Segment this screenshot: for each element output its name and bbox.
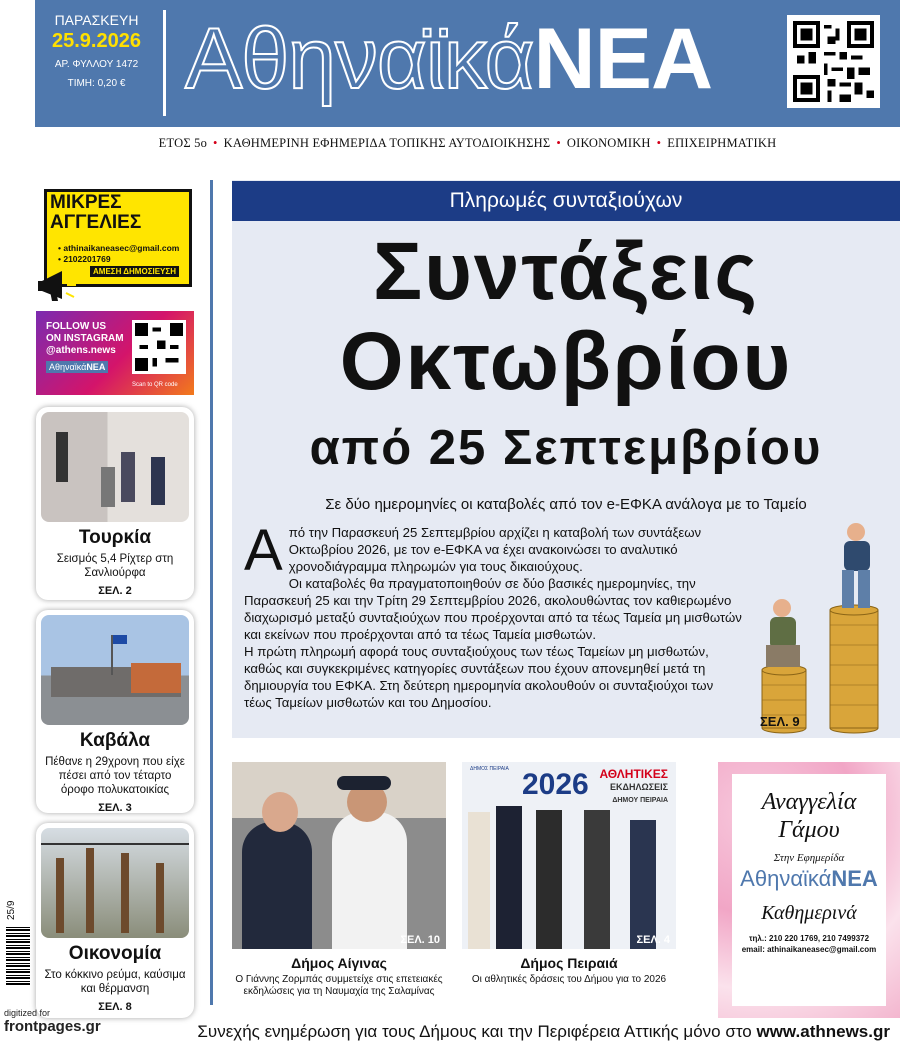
tagline-bullet: • [556, 136, 561, 150]
masthead [35, 0, 900, 127]
instagram-ad[interactable] [36, 311, 194, 395]
drop-cap: Α [244, 518, 283, 583]
sports-event-photo: ΔΗΜΟΣ ΠΕΙΡΑΙΑ 2026 ΑΘΛΗΤΙΚΕΣ ΕΚΔΗΛΩΣΕΙΣ ΔΗΜΟΥ ΠΕΙΡΑΙΑ [462, 762, 676, 949]
instagram-logo: ΑθηναϊκάΝΕΑ [46, 361, 108, 373]
qr-code-icon[interactable] [787, 15, 880, 108]
bottom-card-text: Οι αθλητικές δράσεις του Δήμου για το 2026 [471, 974, 667, 985]
classifieds-phone: • 2102201769 [58, 254, 111, 264]
classifieds-badge: ΑΜΕΣΗ ΔΗΜΟΣΙΕΥΣΗ [90, 266, 179, 277]
wedding-contact: τηλ.: 210 220 1769, 210 7499372 email: athinaikaneasec@gmail.com [741, 934, 877, 954]
side-card-title: Τουρκία [78, 527, 152, 548]
tagline-bullet: • [213, 136, 218, 150]
bottom-card-title: Δήμος Αίγινας [291, 955, 387, 971]
power-station-photo [41, 828, 189, 938]
watermark: digitized for frontpages.gr [4, 1008, 101, 1035]
main-subheadline: Σε δύο ημερομηνίες οι καταβολές από τον e-ΕΦΚΑ ανάλογα με το Ταμείο [325, 496, 807, 513]
tagline-description: ΚΑΘΗΜΕΡΙΝΗ ΕΦΗΜΕΡΙΔΑ ΤΟΠΙΚΗΣ ΑΥΤΟΔΙΟΙΚΗΣΗΣ [223, 136, 551, 150]
issue-number: ΑΡ. ΦΥΛΛΟΥ 1472 [54, 59, 139, 70]
logo-thin-text: Αθηναϊκά [185, 11, 534, 107]
instagram-scan-label: Scan to QR code [132, 382, 178, 388]
bottom-card-title: Δήμος Πειραιά [520, 955, 618, 971]
tagline-bullet: • [656, 136, 662, 150]
newspaper-logo[interactable] [185, 4, 712, 114]
article-paragraph-3: Η πρώτη πληρωμή αφορά τους συνταξιούχους των τέως Ταμείων μη μισθωτών, καθώς και συγκεκριμένες κατηγορίες συντάξεων που έχουν απονεμηθεί μετά τη δημιουργία του ΕΦΚΑ. Στη δεύτερη ημερομηνία ακολουθούν οι συνταξιούχοι των τέως Ταμείων μισθωτών και του Δημοσίου. [244, 644, 714, 710]
classifieds-email: • athinaikaneasec@gmail.com [58, 243, 180, 253]
logo-bold-text: ΝΕΑ [533, 11, 713, 107]
barcode-icon [6, 925, 30, 985]
bottom-card-text: Ο Γιάννης Ζορμπάς συμμετείχε στις επετειακές εκδηλώσεις για τη Ναυμαχία της Σαλαμίνας [235, 974, 443, 997]
side-card-text: Πέθανε η 29χρονη που είχε πέσει από τον τέταρτο όροφο πολυκατοικίας [45, 756, 185, 796]
tagline-economic: ΟΙΚΟΝΟΜΙΚΗ [566, 136, 651, 150]
wedding-daily: Καθημερινά [761, 902, 857, 924]
main-headline-line2[interactable]: Οκτωβρίου [339, 316, 793, 407]
classifieds-title: ΜΙΚΡΕΣ ΑΓΓΕΛΙΕΣ [50, 192, 142, 233]
side-card-page: ΣΕΛ. 2 [98, 585, 132, 597]
wedding-announcement-ad[interactable] [718, 762, 900, 1018]
article-paragraph-2: Οι καταβολές θα πραγματοποιηθούν σε δύο βασικές ημερομηνίες, την Παρασκευή 25 και την Τρίτη 29 Σεπτεμβρίου 2026, ακολουθώντας τον καθιερωμένο διαχωρισμό μεταξύ συνταξιούχων που προέρχονται από τα τέως Ταμεία μη μισθωτών και εκείνων που προέρχονται από τα τέως Ταμεία μισθωτών. [244, 576, 742, 642]
wedding-in-newspaper: Στην Εφημερίδα [773, 852, 845, 864]
main-headline-line1[interactable]: Συντάξεις [372, 226, 760, 317]
tagline [35, 136, 900, 151]
main-kicker: Πληρωμές συνταξιούχων [232, 181, 900, 221]
instagram-text: FOLLOW US ON INSTAGRAM @athens.news [46, 321, 124, 356]
side-card-title: Οικονομία [68, 943, 162, 964]
date-block [35, 0, 158, 127]
bottom-card-page: ΣΕΛ. 10 [400, 934, 440, 946]
side-date: 25/9 [6, 900, 17, 920]
wedding-logo: ΑθηναϊκάΝΕΑ [740, 866, 878, 891]
wedding-panel [732, 774, 886, 1006]
issue-date: 25.9.2026 [52, 30, 141, 52]
wedding-title: Αναγγελία Γάμου [761, 789, 857, 843]
footer-promo [60, 1022, 900, 1042]
side-card-economy[interactable] [36, 823, 194, 1018]
article-paragraph-1: πό την Παρασκευή 25 Σεπτεμβρίου αρχίζει η καταβολή των συντάξεων Οκτωβρίου 2026, με τον e-ΕΦΚΑ να έχει ανακοινώσει το αναλυτικό χρονοδιάγραμμα πληρωμών για τους δικαιούχους. [288, 525, 702, 574]
column-divider [210, 180, 213, 1005]
issue-day: ΠΑΡΑΣΚΕΥΗ [54, 12, 139, 28]
bottom-card-piraeus[interactable] [462, 762, 676, 1018]
classifieds-ad[interactable] [36, 181, 194, 306]
masthead-divider [163, 10, 166, 116]
tagline-business: ΕΠΙΧΕΙΡΗΜΑΤΙΚΗ [667, 136, 777, 150]
side-card-text: Σεισμός 5,4 Ρίχτερ στη Σανλιούρφα [56, 553, 174, 579]
main-headline-line3[interactable]: από 25 Σεπτεμβρίου [309, 421, 823, 475]
side-card-page: ΣΕΛ. 3 [98, 802, 132, 813]
bottom-card-page: ΣΕΛ. 4 [636, 934, 670, 946]
tagline-year: ΕΤΟΣ 5ο [158, 136, 208, 150]
bottom-card-aegina[interactable] [232, 762, 446, 1018]
side-card-turkey[interactable] [36, 407, 194, 600]
building-photo [41, 615, 189, 725]
side-card-title: Καβάλα [79, 730, 151, 751]
megaphone-icon [36, 269, 78, 303]
naval-ceremony-photo [232, 762, 446, 949]
side-card-kavala[interactable] [36, 610, 194, 813]
main-page-ref: ΣΕΛ. 9 [760, 714, 800, 729]
footer-text: Συνεχής ενημέρωση για τους Δήμους και την Περιφέρεια Αττικής μόνο στο [197, 1022, 757, 1041]
pensioners-coins-illustration [744, 520, 894, 735]
side-card-page: ΣΕΛ. 8 [98, 1001, 132, 1013]
earthquake-photo [41, 412, 189, 522]
footer-url-link[interactable]: www.athnews.gr [756, 1022, 890, 1041]
main-article-body [244, 518, 744, 711]
side-card-text: Στο κόκκινο ρεύμα, καύσιμα και θέρμανση [44, 969, 186, 995]
issue-price: ΤΙΜΗ: 0,20 € [67, 78, 126, 89]
instagram-qr-icon[interactable] [132, 320, 186, 374]
